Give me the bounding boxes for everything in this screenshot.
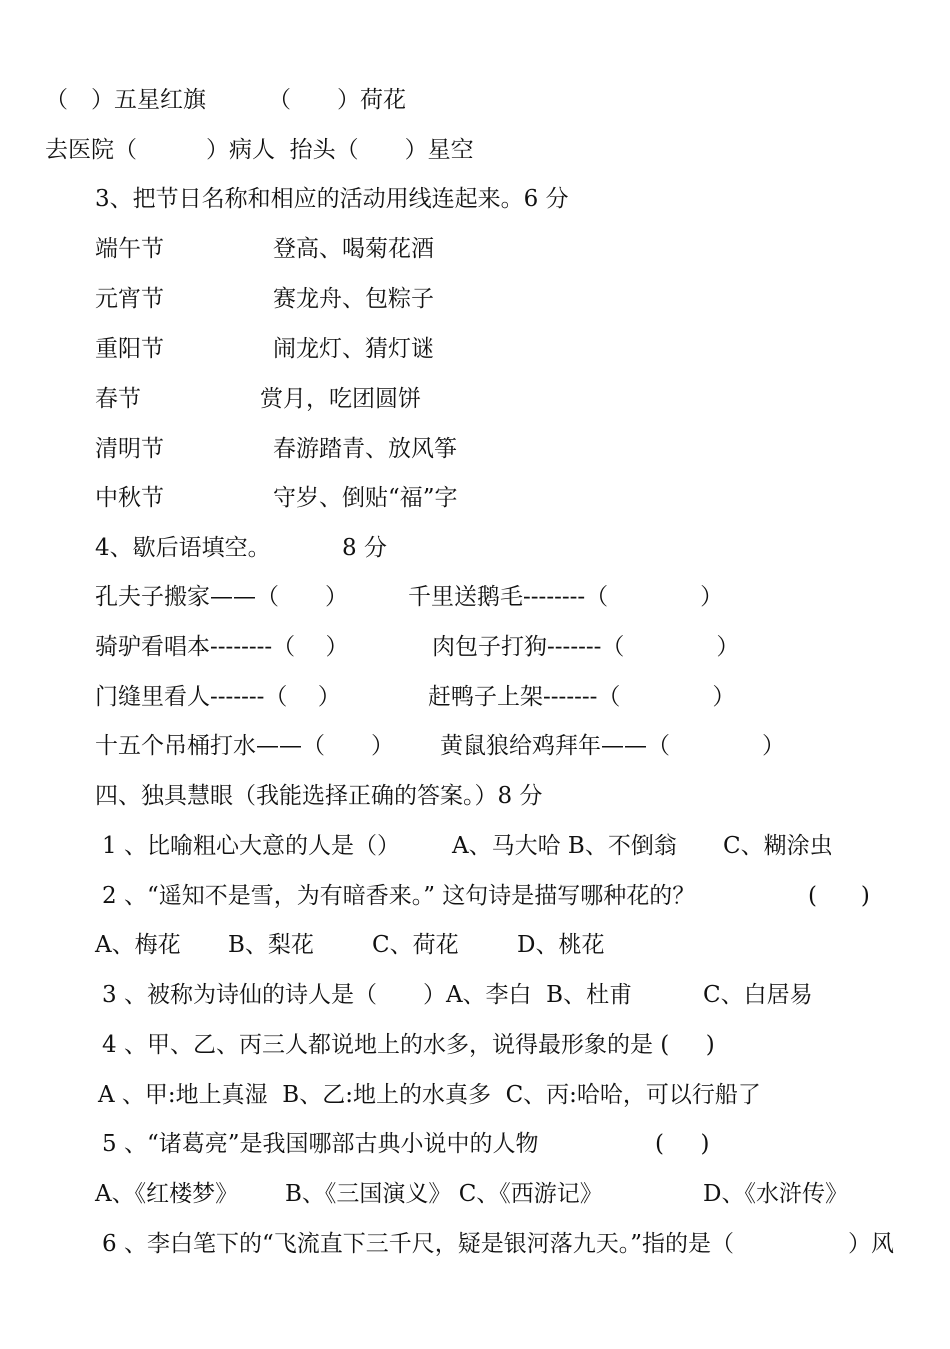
festival-name: 端午节 xyxy=(95,236,164,262)
option-c: C、荷花 xyxy=(372,932,459,958)
festival-activity: 守岁、倒贴“福”字 xyxy=(273,485,458,511)
question-1 xyxy=(0,831,833,861)
festival-row xyxy=(0,483,458,513)
blank-lotus: （ ）荷花 xyxy=(268,87,406,113)
option-d: D、《水浒传》 xyxy=(703,1181,848,1207)
option-d: D、桃花 xyxy=(517,932,605,958)
festival-activity: 闹龙灯、猜灯谜 xyxy=(273,336,434,362)
xiehouyu-item: 赶鸭子上架-------（ ） xyxy=(428,684,736,710)
question-6 xyxy=(0,1229,894,1259)
festival-name: 春节 xyxy=(95,386,141,412)
answer-parens: ( ) xyxy=(808,883,870,909)
question-text: 5 、“诸葛亮”是我国哪部古典小说中的人物 xyxy=(102,1131,539,1157)
question-4-options xyxy=(0,1080,761,1110)
section-4-score: 8 分 xyxy=(342,535,387,561)
festival-row xyxy=(0,334,434,364)
festival-row xyxy=(0,284,434,314)
xiehouyu-item: 十五个吊桶打水——（ ） xyxy=(95,733,394,759)
section-4-title: 4、歇后语填空。 xyxy=(95,535,271,561)
festival-name: 中秋节 xyxy=(95,485,164,511)
xiehouyu-item: 门缝里看人-------（ ） xyxy=(95,684,341,710)
question-5-options xyxy=(0,1179,848,1209)
blank-hospital-sky: 去医院（ ）病人 抬头（ ）星空 xyxy=(45,137,474,163)
question-option: C、白居易 xyxy=(703,982,813,1008)
question-text: 2 、“遥知不是雪，为有暗香来。” 这句诗是描写哪种花的？ xyxy=(102,883,696,909)
xiehouyu-item: 黄鼠狼给鸡拜年——（ ） xyxy=(440,733,785,759)
section-4-heading xyxy=(0,533,387,563)
festival-row xyxy=(0,434,457,464)
question-5 xyxy=(0,1129,710,1159)
question-text: 4 、甲、乙、丙三人都说地上的水多，说得最形象的是 ( ) xyxy=(102,1032,715,1058)
festival-activity: 赏月，吃团圆饼 xyxy=(260,386,421,412)
option-a: A、梅花 xyxy=(95,932,181,958)
section-four-title: 四、独具慧眼（我能选择正确的答案。）8 分 xyxy=(95,783,543,809)
question-2-options xyxy=(0,930,605,960)
question-option: C、糊涂虫 xyxy=(723,833,833,859)
option-b-c: B、《三国演义》 C、《西游记》 xyxy=(285,1181,603,1207)
question-text: 3 、被称为诗仙的诗人是（ ）A、李白 B、杜甫 xyxy=(102,982,633,1008)
xiehouyu-item: 孔夫子搬家——（ ） xyxy=(95,584,348,610)
festival-row xyxy=(0,234,434,264)
section-3-heading xyxy=(0,184,569,214)
question-4 xyxy=(0,1030,715,1060)
question-options: A、马大哈 B、不倒翁 xyxy=(452,833,677,859)
section-four-heading xyxy=(0,781,543,811)
option-a: A、《红楼梦》 xyxy=(95,1181,239,1207)
question-options: A 、甲:地上真湿 B、乙:地上的水真多 C、丙:哈哈，可以行船了 xyxy=(98,1082,761,1108)
answer-parens: ( ) xyxy=(655,1131,710,1157)
xiehouyu-row xyxy=(0,632,740,662)
festival-name: 元宵节 xyxy=(95,286,164,312)
option-b: B、梨花 xyxy=(228,932,314,958)
xiehouyu-row xyxy=(0,682,736,712)
xiehouyu-item: 千里送鹅毛--------（ ） xyxy=(408,584,724,610)
xiehouyu-row xyxy=(0,731,785,761)
question-text: 1 、比喻粗心大意的人是（） xyxy=(102,833,400,859)
line-2 xyxy=(0,135,474,165)
festival-name: 重阳节 xyxy=(95,336,164,362)
festival-activity: 登高、喝菊花酒 xyxy=(273,236,434,262)
xiehouyu-row xyxy=(0,582,724,612)
xiehouyu-item: 骑驴看唱本--------（ ） xyxy=(95,634,349,660)
question-text-end: ）风 xyxy=(848,1231,894,1257)
blank-five-star-flag: （ ）五星红旗 xyxy=(45,87,206,113)
festival-row xyxy=(0,384,421,414)
question-2 xyxy=(0,881,870,911)
festival-activity: 春游踏青、放风筝 xyxy=(273,436,457,462)
line-1 xyxy=(0,85,406,115)
festival-activity: 赛龙舟、包粽子 xyxy=(273,286,434,312)
section-3-title: 3、把节日名称和相应的活动用线连起来。6 分 xyxy=(95,186,569,212)
question-text: 6 、李白笔下的“飞流直下三千尺，疑是银河落九天。”指的是（ xyxy=(102,1231,734,1257)
xiehouyu-item: 肉包子打狗-------（ ） xyxy=(432,634,740,660)
question-3 xyxy=(0,980,813,1010)
festival-name: 清明节 xyxy=(95,436,164,462)
